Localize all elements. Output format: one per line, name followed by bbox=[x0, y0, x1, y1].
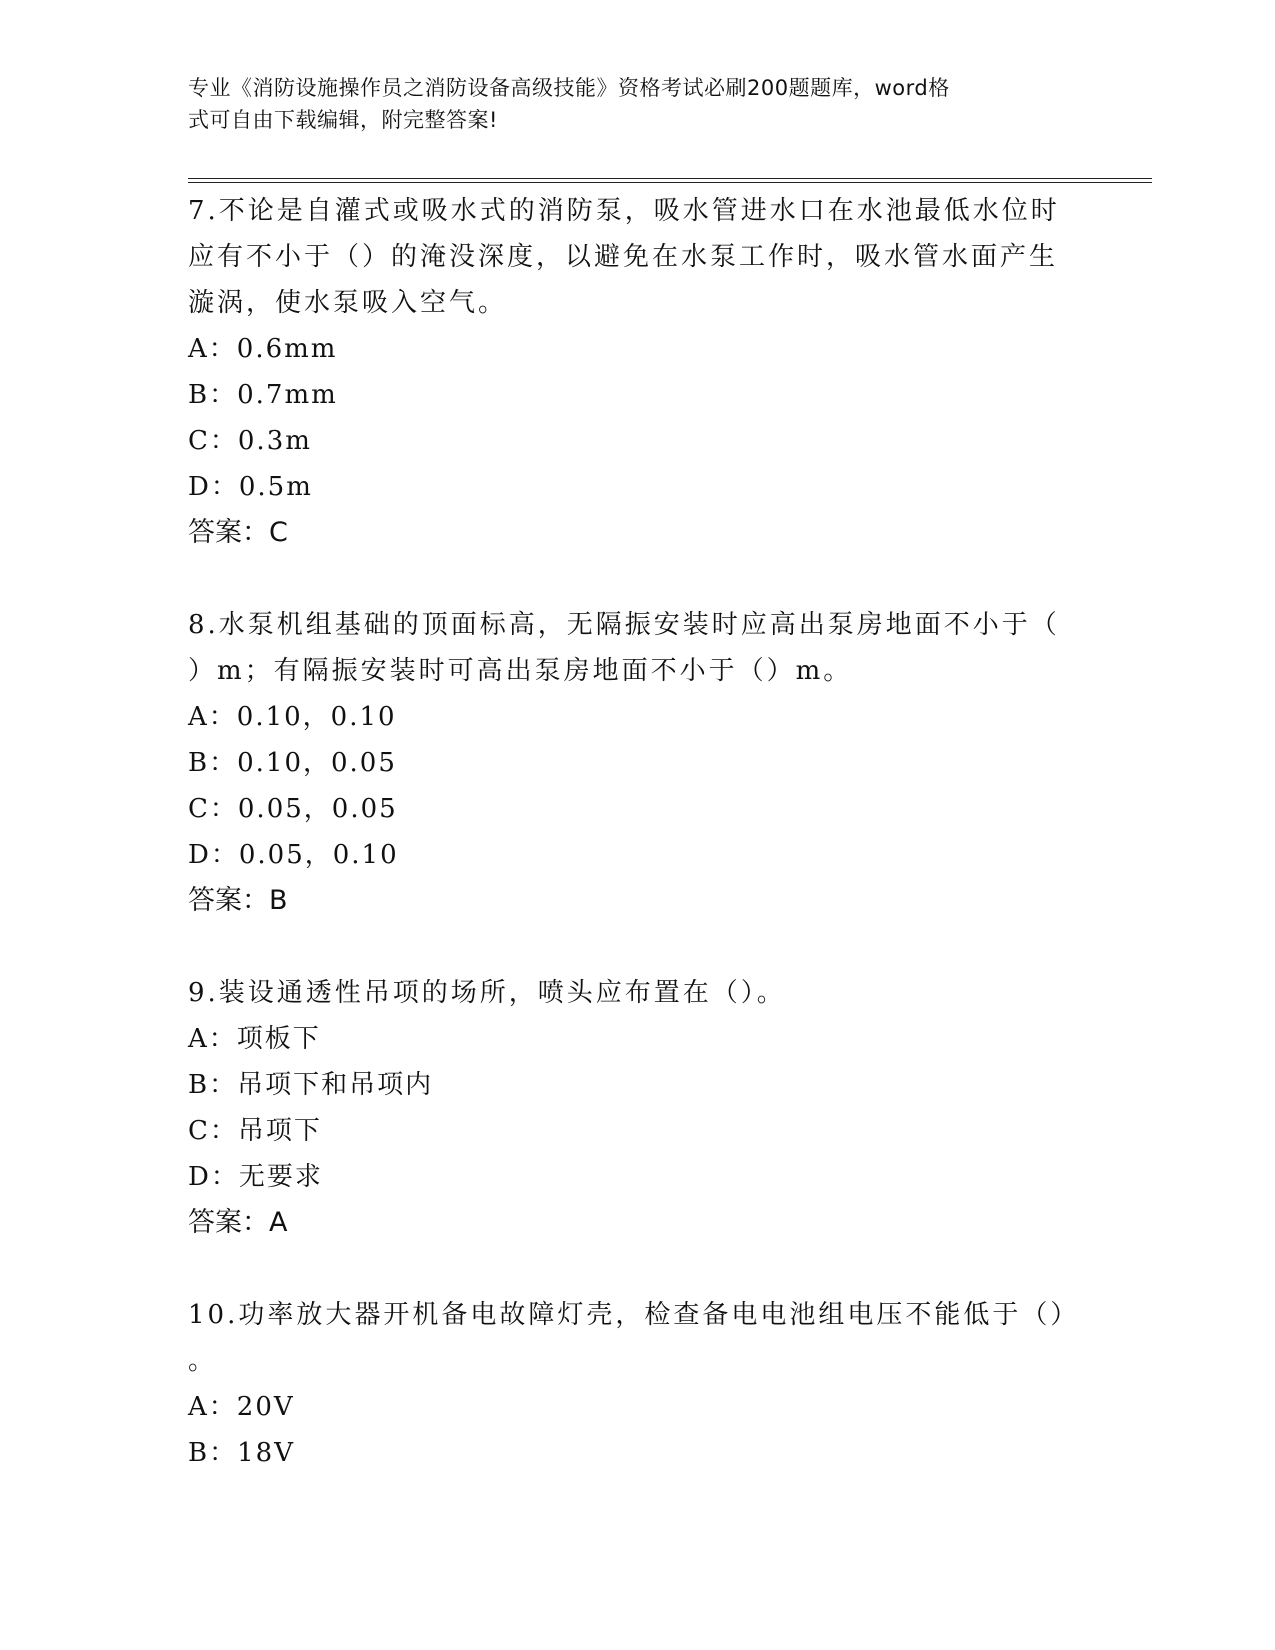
header-line-2: 式可自由下载编辑，附完整答案! bbox=[188, 108, 498, 132]
option-b: B：0.7mm bbox=[188, 380, 338, 410]
question-text: 应有不小于（）的淹没深度，以避免在水泵工作时，吸水管水面产生 bbox=[188, 242, 1059, 272]
option-a: A：0.10，0.10 bbox=[188, 702, 397, 732]
header-divider-top bbox=[188, 178, 1152, 179]
question-text: ）m；有隔振安装时可高出泵房地面不小于（）m。 bbox=[188, 656, 853, 686]
header-line-1: 专业《消防设施操作员之消防设备高级技能》资格考试必刷200题题库，word格 bbox=[188, 76, 950, 100]
option-a: A：项板下 bbox=[188, 1024, 321, 1054]
option-d: D：0.05，0.10 bbox=[188, 840, 399, 870]
question-block bbox=[188, 1292, 1080, 1476]
option-b: B：吊项下和吊项内 bbox=[188, 1070, 434, 1100]
spacer bbox=[188, 924, 1068, 970]
option-c: C：0.05，0.05 bbox=[188, 794, 398, 824]
option-d: D：0.5m bbox=[188, 472, 313, 502]
question-text: 9.装设通透性吊项的场所，喷头应布置在（）。 bbox=[188, 978, 786, 1008]
option-c: C：0.3m bbox=[188, 426, 312, 456]
answer-label: 答案：C bbox=[188, 517, 288, 548]
spacer bbox=[188, 1246, 1068, 1292]
question-text: 8.水泵机组基础的顶面标高，无隔振安装时应高出泵房地面不小于（ bbox=[188, 610, 1060, 640]
option-d: D：无要求 bbox=[188, 1162, 323, 1192]
question-text: 漩涡，使水泵吸入空气。 bbox=[188, 288, 508, 318]
question-list bbox=[188, 188, 1080, 1476]
header-divider-bottom bbox=[188, 182, 1152, 183]
option-b: B：0.10，0.05 bbox=[188, 748, 397, 778]
answer-label: 答案：A bbox=[188, 1207, 288, 1238]
option-a: A：0.6mm bbox=[188, 334, 338, 364]
answer-label: 答案：B bbox=[188, 885, 288, 916]
question-text: 。 bbox=[188, 1346, 218, 1376]
option-c: C：吊项下 bbox=[188, 1116, 322, 1146]
document-header bbox=[188, 72, 1068, 136]
question-block bbox=[188, 602, 1068, 924]
question-block bbox=[188, 970, 1068, 1246]
question-block bbox=[188, 188, 1068, 556]
question-text: 10.功率放大器开机备电故障灯壳，检查备电电池组电压不能低于（） bbox=[188, 1300, 1080, 1330]
option-b: B：18V bbox=[188, 1438, 295, 1468]
spacer bbox=[188, 556, 1068, 602]
question-text: 7.不论是自灌式或吸水式的消防泵，吸水管进水口在水池最低水位时 bbox=[188, 196, 1060, 226]
option-a: A：20V bbox=[188, 1392, 295, 1422]
